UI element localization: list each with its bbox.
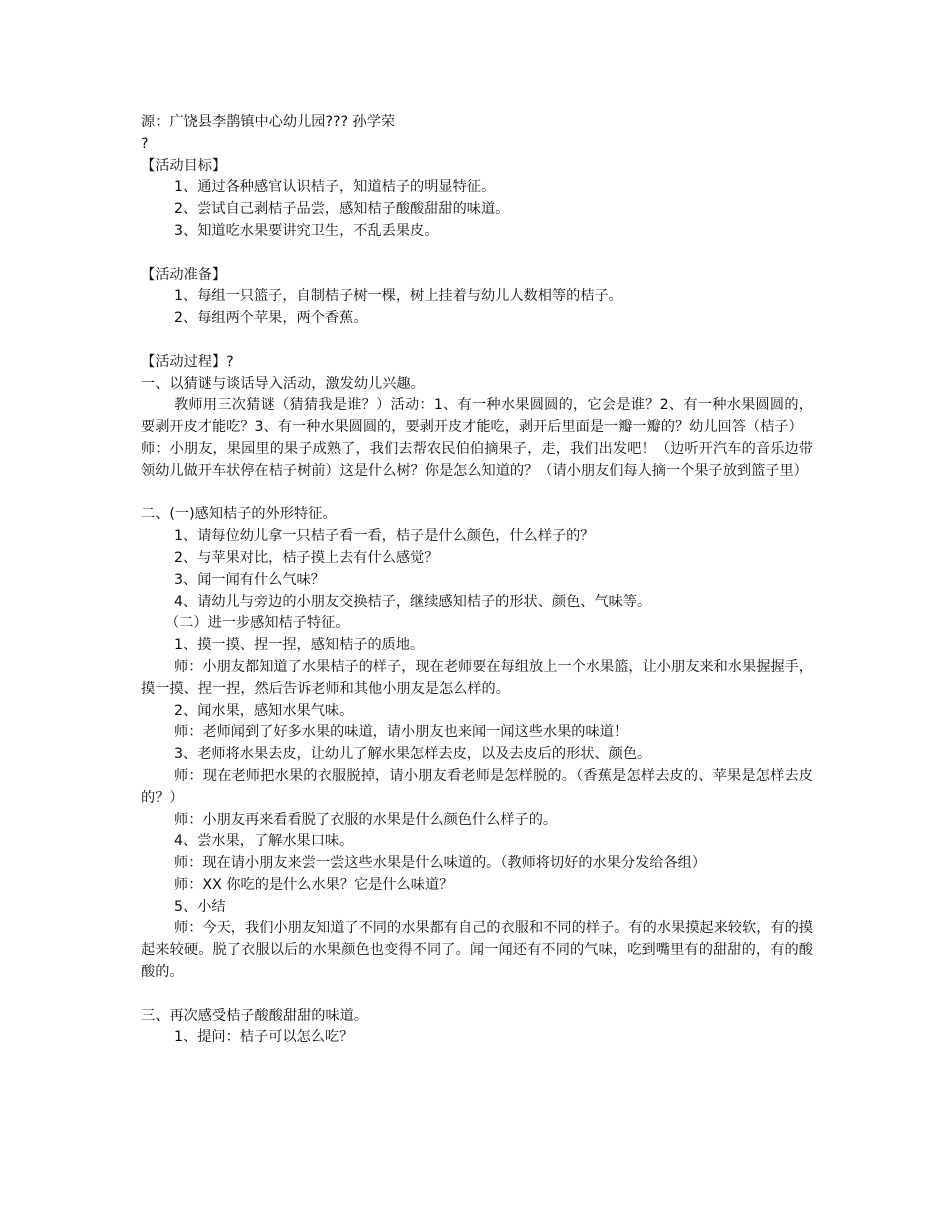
goal-item: 2、尝试自己剥桔子品尝，感知桔子酸酸甜甜的味道。 [174, 201, 510, 218]
prep-item: 2、每组两个苹果，两个香蕉。 [174, 310, 368, 327]
step-4-teacher-b: 师：XX 你吃的是什么水果？它是什么味道？ [174, 876, 454, 893]
document-page [141, 112, 813, 1049]
step-1: 1、摸一摸、捏一捏，感知桔子的质地。 [174, 637, 425, 654]
part3-question: 1、提问：桔子可以怎么吃？ [174, 1029, 354, 1046]
part2-item: 2、与苹果对比，桔子摸上去有什么感觉？ [174, 549, 439, 566]
prep-heading: 【活动准备】 [141, 266, 227, 283]
goal-item: 1、通过各种感官认识桔子，知道桔子的明显特征。 [174, 179, 496, 196]
spacer [141, 984, 813, 1006]
stray-mark: ? [141, 135, 149, 152]
part1-title: 一、以猜谜与谈话导入活动，激发幼儿兴趣。 [141, 375, 425, 392]
step-1-teacher: 师：小朋友都知道了水果桔子的样子，现在老师要在每组放上一个水果篮，让小朋友来和水果握握手，摸一摸、捏一捏，然后告诉老师和其他小朋友是怎么样的。 [141, 658, 813, 697]
step-2: 2、闻水果，感知水果气味。 [174, 702, 354, 719]
goals-heading: 【活动目标】 [141, 157, 227, 174]
step-4: 4、尝水果，了解水果口味。 [174, 833, 354, 850]
part2-sub-title: （二）进一步感知桔子特征。 [165, 615, 350, 632]
teacher-paragraph: 师：小朋友，果园里的果子成熟了，我们去帮农民伯伯摘果子，走，我们出发吧！（边听开汽车的音乐边带领幼儿做开车状停在桔子树前）这是什么树？你是怎么知道的？（请小朋友们每人摘一个果子放到篮子里） [141, 440, 813, 479]
spacer [141, 330, 813, 352]
step-3-teacher-a: 师：现在老师把水果的衣服脱掉，请小朋友看老师是怎样脱的。（香蕉是怎样去皮的、苹果是怎样去皮的？） [141, 767, 813, 806]
goal-item: 3、知道吃水果要讲究卫生，不乱丢果皮。 [174, 222, 439, 239]
riddle-paragraph: 教师用三次猜谜（猜猜我是谁？）活动：1、有一种水果圆圆的，它会是谁？2、有一种水果圆圆的，要剥开皮才能吃？3、有一种水果圆圆的，要剥开皮才能吃，剥开后里面是一瓣一瓣的？幼儿回答（桔子） [141, 397, 813, 436]
part2-title: 二、(一)感知桔子的外形特征。 [141, 506, 337, 523]
part2-item: 4、请幼儿与旁边的小朋友交换桔子，继续感知桔子的形状、颜色、气味等。 [174, 593, 652, 610]
part2-item: 1、请每位幼儿拿一只桔子看一看，桔子是什么颜色，什么样子的？ [174, 528, 595, 545]
step-5-teacher: 师：今天，我们小朋友知道了不同的水果都有自己的衣服和不同的样子。有的水果摸起来较软，有的摸起来较硬。脱了衣服以后的水果颜色也变得不同了。闻一闻还有不同的气味，吃到嘴里有的甜甜的，有的酸酸的。 [141, 920, 813, 981]
prep-item: 1、每组一只篮子，自制桔子树一棵，树上挂着与幼儿人数相等的桔子。 [174, 288, 623, 305]
step-2-teacher: 师：老师闻到了好多水果的味道，请小朋友也来闻一闻这些水果的味道！ [174, 724, 629, 741]
part3-title: 三、再次感受桔子酸酸甜甜的味道。 [141, 1007, 369, 1024]
step-3: 3、老师将水果去皮，让幼儿了解水果怎样去皮，以及去皮后的形状、颜色。 [174, 746, 652, 763]
process-heading: 【活动过程】? [141, 353, 234, 370]
source-line: 源：广饶县李鹊镇中心幼儿园??? 孙学荣 [141, 114, 396, 130]
step-4-teacher-a: 师：现在请小朋友来尝一尝这些水果是什么味道的。（教师将切好的水果分发给各组） [174, 855, 707, 872]
step-5: 5、小结 [174, 898, 226, 915]
step-3-teacher-b: 师：小朋友再来看看脱了衣服的水果是什么颜色什么样子的。 [174, 811, 558, 828]
part2-item: 3、闻一闻有什么气味？ [174, 571, 325, 588]
spacer [141, 243, 813, 265]
spacer [141, 483, 813, 505]
